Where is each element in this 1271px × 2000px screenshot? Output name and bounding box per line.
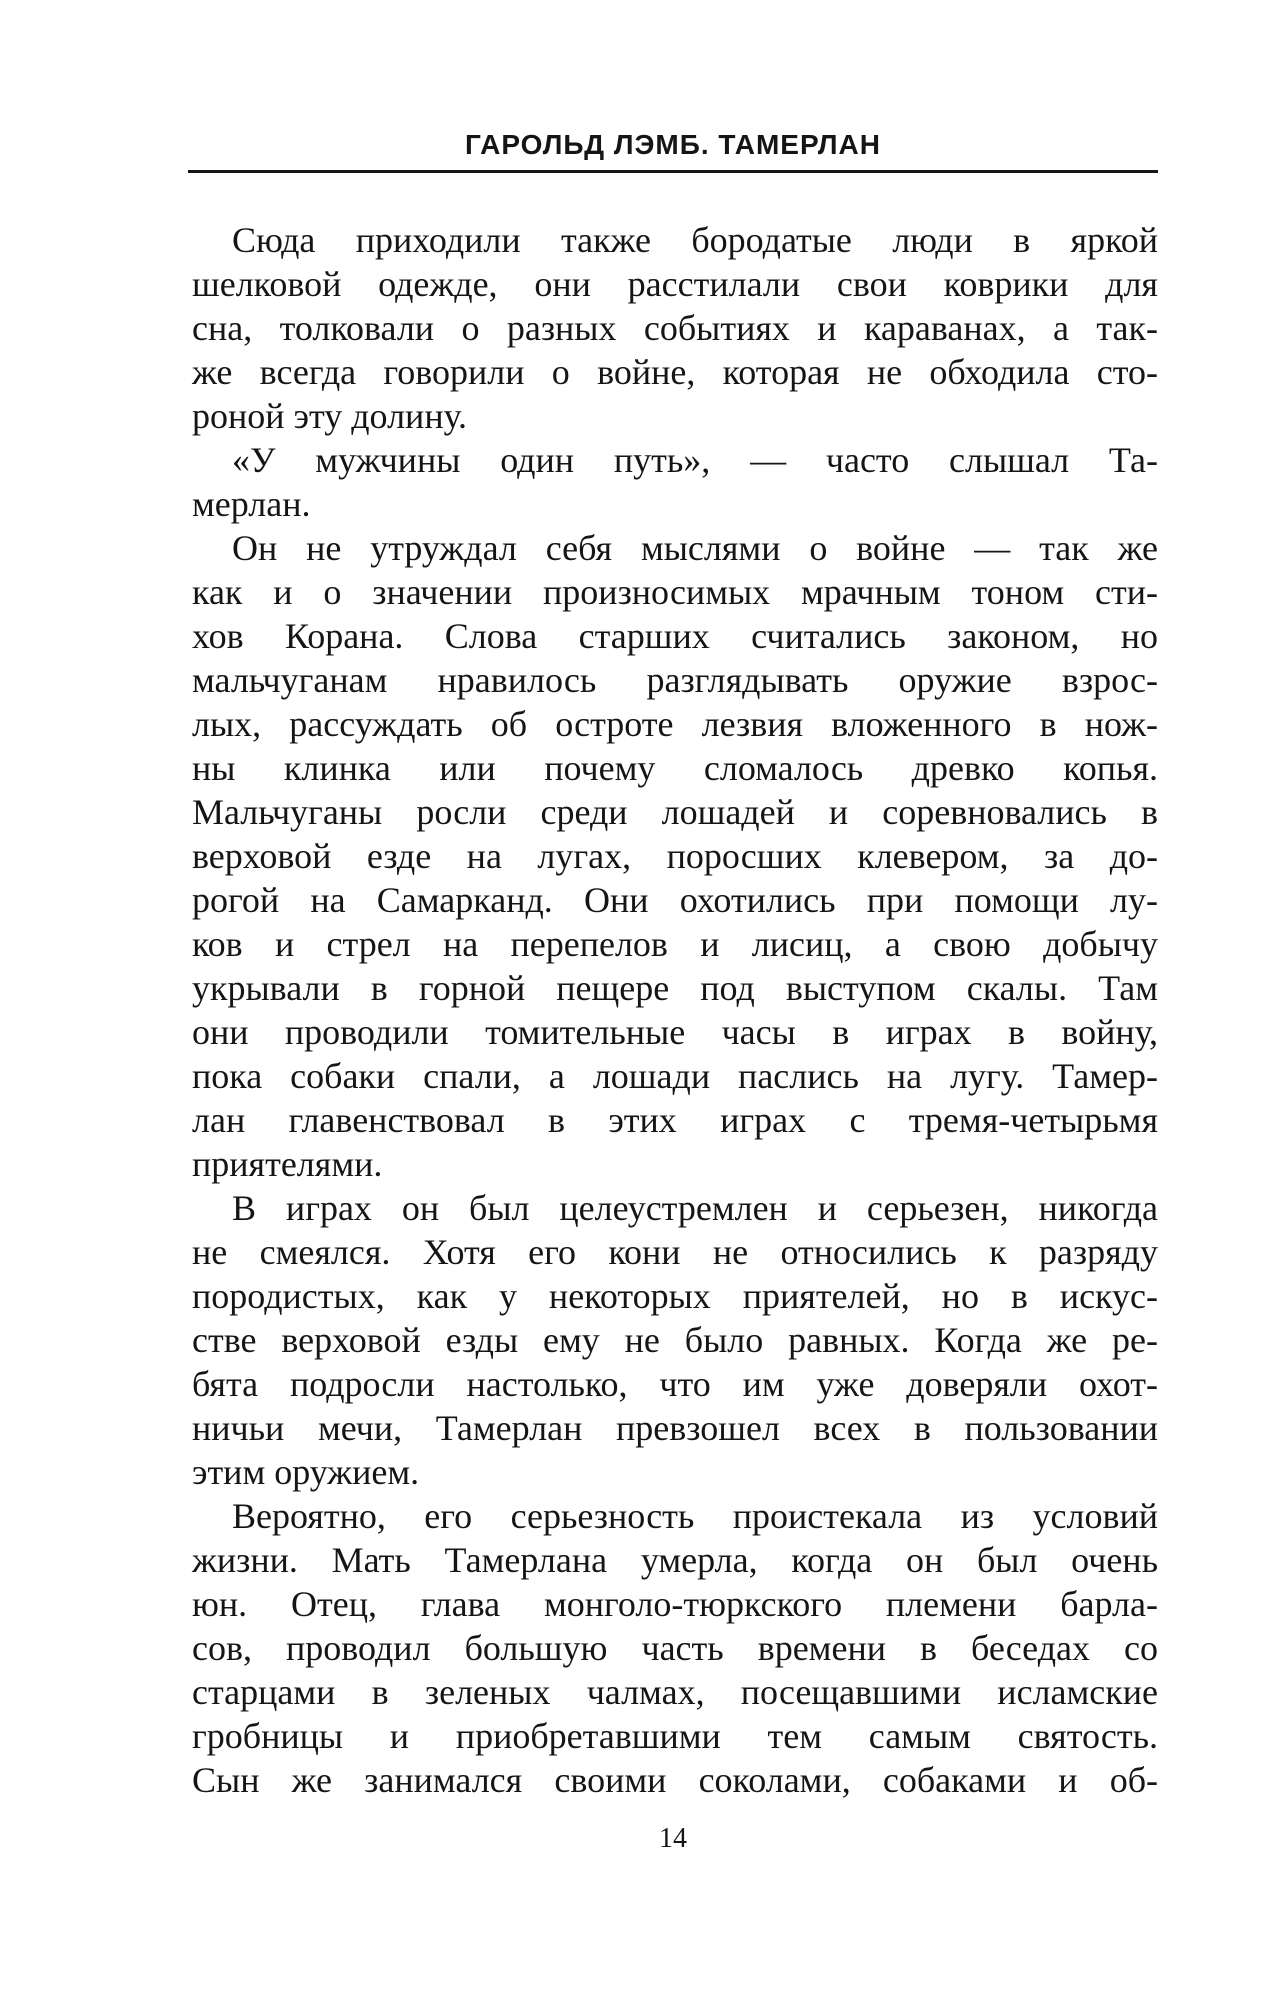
text-line: лых, рассуждать об остроте лезвия вложенного в нож-: [192, 704, 1158, 744]
text-line: гробницы и приобретавшими тем самым святость.: [192, 1716, 1158, 1756]
page-number: 14: [659, 1823, 687, 1854]
paragraph: [192, 526, 1158, 1186]
text-line: ничьи мечи, Тамерлан превзошел всех в пользовании: [192, 1408, 1158, 1448]
text-line: мерлан.: [192, 484, 311, 524]
paragraph: [192, 1186, 1158, 1494]
text-line: хов Корана. Слова старших считались законом, но: [192, 616, 1158, 656]
text-line: сов, проводил большую часть времени в беседах со: [192, 1628, 1158, 1668]
text-line: укрывали в горной пещере под выступом скалы. Там: [192, 968, 1158, 1008]
text-line: приятелями.: [192, 1144, 383, 1184]
text-line: сна, толковали о разных событиях и караванах, а так-: [192, 308, 1158, 348]
text-line: как и о значении произносимых мрачным тоном сти-: [192, 572, 1158, 612]
text-line: породистых, как у некоторых приятелей, но в искус-: [192, 1276, 1158, 1316]
text-line: Вероятно, его серьезность проистекала из условий: [232, 1496, 1158, 1536]
text-line: Он не утруждал себя мыслями о войне — так же: [232, 528, 1158, 568]
text-line: верховой езде на лугах, поросших клевером, за до-: [192, 836, 1158, 876]
text-line: В играх он был целеустремлен и серьезен, никогда: [232, 1188, 1158, 1228]
text-line: старцами в зеленых чалмах, посещавшими исламские: [192, 1672, 1158, 1712]
text-line: бята подросли настолько, что им уже доверяли охот-: [192, 1364, 1158, 1404]
running-head-title: ГАРОЛЬД ЛЭМБ. ТАМЕРЛАН: [465, 129, 881, 160]
text-line: лан главенствовал в этих играх с тремя-четырьмя: [192, 1100, 1158, 1140]
text-line: мальчуганам нравилось разглядывать оружие взрос-: [192, 660, 1158, 700]
text-line: Сюда приходили также бородатые люди в яркой: [232, 220, 1158, 260]
text-line: юн. Отец, глава монголо-тюркского племени барла-: [192, 1584, 1158, 1624]
text-line: не смеялся. Хотя его кони не относились к разряду: [192, 1232, 1158, 1272]
text-line: Сын же занимался своими соколами, собаками и об-: [192, 1760, 1158, 1800]
text-line: шелковой одежде, они расстилали свои коврики для: [192, 264, 1158, 304]
text-line: жизни. Мать Тамерлана умерла, когда он был очень: [192, 1540, 1158, 1580]
text-line: же всегда говорили о войне, которая не обходила сто-: [192, 352, 1158, 392]
text-line: ны клинка или почему сломалось древко копья.: [192, 748, 1158, 788]
text-line: «У мужчины один путь», — часто слышал Та-: [232, 440, 1158, 480]
paragraph: [192, 438, 1158, 526]
header-rule: [188, 170, 1158, 173]
paragraph: [192, 1494, 1158, 1802]
text-line: этим оружием.: [192, 1452, 420, 1492]
text-line: роной эту долину.: [192, 396, 467, 436]
body-text: [192, 218, 1158, 1802]
text-line: Мальчуганы росли среди лошадей и соревновались в: [192, 792, 1158, 832]
text-line: ков и стрел на перепелов и лисиц, а свою добычу: [192, 924, 1158, 964]
text-line: они проводили томительные часы в играх в войну,: [192, 1012, 1158, 1052]
paragraph: [192, 218, 1158, 438]
text-line: рогой на Самарканд. Они охотились при помощи лу-: [192, 880, 1158, 920]
text-line: стве верховой езды ему не было равных. Когда же ре-: [192, 1320, 1158, 1360]
text-line: пока собаки спали, а лошади паслись на лугу. Тамер-: [192, 1056, 1158, 1096]
